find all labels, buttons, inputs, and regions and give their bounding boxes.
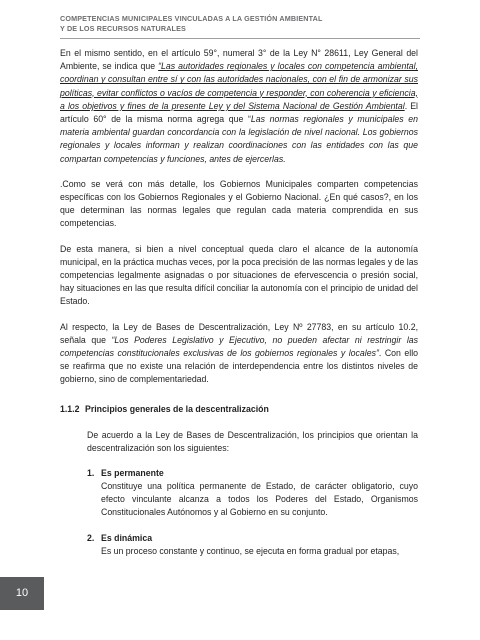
paragraph-3: De esta manera, si bien a nivel conceptual queda claro el alcance de la autonomía municipal, en la práctica muchas veces, por la poca precisión de las normas legales y de las competencias legalmente asignadas o por situaciones de efervescencia o presión social, hay situaciones en las que resulta difícil conciliar la autonomía con el principio de unidad del Estado. (60, 243, 418, 307)
header-line-2: Y DE LOS RECURSOS NATURALES (60, 24, 186, 33)
list-item (87, 467, 418, 520)
paragraph-1-text-b: . El artículo 60° de la misma norma agrega que “ (60, 100, 418, 125)
section-heading (60, 403, 418, 416)
list-item (87, 532, 418, 558)
list-item-title (87, 467, 418, 480)
list-item-number: 2. (87, 532, 95, 543)
paragraph-1-quote-2: Las normas regionales y municipales en materia ambiental guardan concordancia con la legislación de nivel nacional. Los gobiernos regionales y locales informan y realizan coordinaciones con las entidades con las que compartan competencias y funciones, antes de ejercerlas. (60, 114, 418, 164)
header-line-1: COMPETENCIAS MUNICIPALES VINCULADAS A LA GESTIÓN AMBIENTAL (60, 14, 323, 23)
list-item-heading: Es permanente (101, 468, 164, 479)
section-number: 1.1.2 (60, 403, 80, 414)
list-item-heading: Es dinámica (101, 532, 153, 543)
section-content (87, 429, 418, 558)
list-item-body: Es un proceso constante y continuo, se ejecuta en forma gradual por etapas, (101, 545, 400, 556)
paragraph-4-quote: “Los Poderes Legislativo y Ejecutivo, no pueden afectar ni restringir las competencias constitucionales exclusivas de los gobiernos regionales y locales” (60, 334, 418, 359)
paragraph-1-text-a: En el mismo sentido, en el artículo 59°, numeral 3° de la Ley N° 28611, Ley General del Ambiente, se indica que (60, 48, 418, 72)
paragraph-4-text-b: . Con ello se reafirma que no existe una relación de interdependencia entre los distintos niveles de gobierno, sino de complementariedad. (60, 348, 418, 385)
page-body (60, 47, 418, 558)
paragraph-1-quote: “Las autoridades regionales y locales con competencia ambiental, coordinan y consultan entre sí y con las autoridades nacionales, con el fin de armonizar sus políticas, evitar conflictos o vacíos de competencia y responder, con coherencia y eficiencia, a los objetivos y fines de la presente Ley y del Sistema Nacional de Gestión Ambiental (60, 61, 418, 111)
paragraph-2: .Como se verá con más detalle, los Gobiernos Municipales comparten competencias específicas con los Gobiernos Regionales y el Gobierno Nacional. ¿En qué casos?, en los que determinan las normas legales que regulan cada materia comprendida en sus competencias. (60, 178, 418, 229)
list-item-body: Constituye una política permanente de Estado, de carácter obligatorio, cuyo efecto vinculante alcanza a todos los Poderes del Estado, Organismos Constitucionales Autónomos y al Gobierno en su conjunto. (101, 481, 418, 518)
paragraph-4 (60, 321, 418, 387)
header-divider (60, 38, 420, 39)
page-number: 10 (0, 577, 44, 610)
paragraph-4-text-a: Al respecto, la Ley de Bases de Descentralización, Ley Nº 27783, en su artículo 10.2, señala que (60, 321, 418, 345)
section-title: Principios generales de la descentralización (85, 403, 269, 414)
list-item-title (87, 532, 418, 545)
list-item-number: 1. (87, 468, 95, 479)
section-intro: De acuerdo a la Ley de Bases de Descentralización, los principios que orientan la descentralización son los siguientes: (87, 429, 418, 453)
running-header (60, 14, 420, 34)
paragraph-1 (60, 47, 418, 166)
